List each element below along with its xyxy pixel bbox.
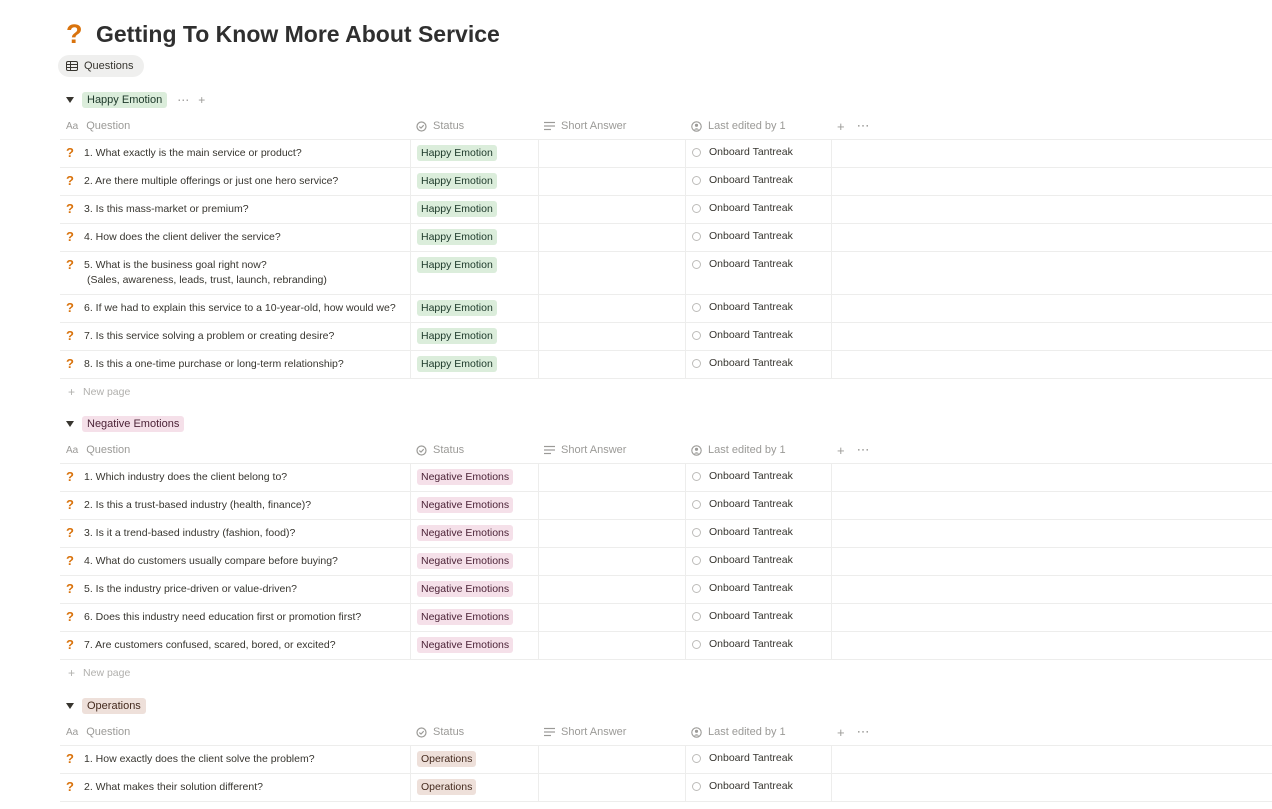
- status-cell[interactable]: [410, 351, 538, 378]
- avatar: [692, 528, 701, 537]
- status-cell[interactable]: [410, 252, 538, 294]
- question-cell[interactable]: [60, 252, 410, 294]
- short-answer-cell[interactable]: [538, 140, 685, 167]
- status-badge: Negative Emotions: [417, 497, 513, 513]
- column-header-actions: [831, 113, 891, 139]
- group-label[interactable]: Operations: [82, 698, 146, 714]
- column-header-status[interactable]: [410, 719, 538, 745]
- editor-name: Onboard Tantreak: [709, 610, 793, 622]
- avatar: [692, 176, 701, 185]
- question-text: [84, 752, 315, 767]
- avatar: [692, 782, 701, 791]
- table-row[interactable]: [60, 774, 1272, 802]
- status-cell[interactable]: [410, 323, 538, 350]
- column-header-short-answer[interactable]: [538, 719, 685, 745]
- status-cell[interactable]: [410, 774, 538, 801]
- column-label: Status: [433, 726, 465, 738]
- short-answer-cell[interactable]: [538, 520, 685, 547]
- column-header-short-answer[interactable]: [538, 113, 685, 139]
- editor: [692, 610, 793, 622]
- question-mark-icon: ?: [66, 356, 74, 371]
- question-line-2: (Sales, awareness, leads, trust, launch, rebranding): [87, 274, 327, 286]
- status-cell[interactable]: [410, 168, 538, 195]
- status-badge: Happy Emotion: [417, 173, 497, 189]
- avatar: [692, 148, 701, 157]
- table-row[interactable]: [60, 632, 1272, 660]
- page-title[interactable]: Getting To Know More About Service: [96, 20, 500, 47]
- question-line: 5. Is the industry price-driven or value-driven?: [84, 583, 298, 595]
- editor: [692, 258, 793, 270]
- table-row[interactable]: [60, 224, 1272, 252]
- person-icon: [691, 727, 702, 738]
- last-edited-cell[interactable]: [685, 604, 831, 631]
- last-edited-cell[interactable]: [685, 196, 831, 223]
- question-line: 6. Does this industry need education first or promotion first?: [84, 611, 362, 623]
- question-line: 2. What makes their solution different?: [84, 781, 263, 793]
- table-row[interactable]: [60, 604, 1272, 632]
- row-trailing-cell: [831, 295, 891, 322]
- question-mark-icon: ?: [66, 779, 74, 794]
- column-header-last-edited-by[interactable]: [685, 113, 831, 139]
- avatar: [692, 232, 701, 241]
- status-cell[interactable]: [410, 632, 538, 659]
- row-trailing-cell: [831, 196, 891, 223]
- question-line: 2. Is this a trust-based industry (health, finance)?: [84, 499, 312, 511]
- column-header-actions: [831, 719, 891, 745]
- row-trailing-cell: [831, 492, 891, 519]
- question-mark-icon: ?: [66, 609, 74, 624]
- column-header-actions: [831, 437, 891, 463]
- editor-name: Onboard Tantreak: [709, 752, 793, 764]
- row-trailing-cell: [831, 464, 891, 491]
- column-header-row: [60, 719, 1272, 746]
- editor-name: Onboard Tantreak: [709, 582, 793, 594]
- editor: [692, 638, 793, 650]
- question-cell[interactable]: [60, 295, 410, 322]
- new-page-label: New page: [83, 386, 131, 398]
- new-page-button[interactable]: [60, 660, 1272, 686]
- status-cell[interactable]: [410, 464, 538, 491]
- short-answer-cell[interactable]: [538, 548, 685, 575]
- table-row[interactable]: [60, 196, 1272, 224]
- text-property-icon: Aa: [66, 444, 79, 456]
- column-header-last-edited-by[interactable]: [685, 719, 831, 745]
- column-label: Question: [86, 444, 131, 456]
- column-label: Status: [433, 120, 465, 132]
- row-trailing-cell: [831, 774, 891, 801]
- table-row[interactable]: [60, 252, 1272, 295]
- question-text: [84, 582, 297, 597]
- row-trailing-cell: [831, 548, 891, 575]
- question-text: [84, 638, 336, 653]
- last-edited-cell[interactable]: [685, 323, 831, 350]
- column-header-question[interactable]: [60, 437, 410, 463]
- short-answer-cell[interactable]: [538, 576, 685, 603]
- status-badge: Happy Emotion: [417, 145, 497, 161]
- status-cell[interactable]: [410, 295, 538, 322]
- short-answer-cell[interactable]: [538, 604, 685, 631]
- column-label: Status: [433, 444, 465, 456]
- row-trailing-cell: [831, 168, 891, 195]
- status-badge: Operations: [417, 779, 476, 795]
- question-cell[interactable]: [60, 492, 410, 519]
- table-row[interactable]: [60, 323, 1272, 351]
- new-page-label: New page: [83, 667, 131, 679]
- column-label: Short Answer: [561, 444, 627, 456]
- question-text: [84, 329, 334, 344]
- add-property-icon[interactable]: +: [837, 118, 845, 134]
- row-trailing-cell: [831, 632, 891, 659]
- editor-name: Onboard Tantreak: [709, 526, 793, 538]
- question-text: [84, 357, 344, 372]
- row-trailing-cell: [831, 323, 891, 350]
- question-cell[interactable]: [60, 632, 410, 659]
- more-icon[interactable]: ⋯: [856, 118, 870, 133]
- short-answer-cell[interactable]: [538, 196, 685, 223]
- avatar: [692, 260, 701, 269]
- text-lines-icon: [544, 121, 555, 131]
- avatar: [692, 556, 701, 565]
- editor: [692, 554, 793, 566]
- column-label: Short Answer: [561, 726, 627, 738]
- column-header-row: [60, 437, 1272, 464]
- last-edited-cell[interactable]: [685, 576, 831, 603]
- add-icon[interactable]: +: [198, 93, 207, 107]
- row-trailing-cell: [831, 520, 891, 547]
- table-row[interactable]: [60, 746, 1272, 774]
- question-text: [84, 526, 295, 541]
- question-line: 1. Which industry does the client belong to?: [84, 471, 288, 483]
- question-mark-icon: ?: [66, 229, 74, 244]
- question-line: 1. What exactly is the main service or product?: [84, 147, 302, 159]
- last-edited-cell[interactable]: [685, 464, 831, 491]
- short-answer-cell[interactable]: [538, 224, 685, 251]
- avatar: [692, 331, 701, 340]
- editor: [692, 174, 793, 186]
- question-text: [84, 258, 327, 288]
- status-cell[interactable]: [410, 492, 538, 519]
- table-row[interactable]: [60, 576, 1272, 604]
- editor-name: Onboard Tantreak: [709, 258, 793, 270]
- status-badge: Negative Emotions: [417, 553, 513, 569]
- table-row[interactable]: [60, 548, 1272, 576]
- question-mark-icon: ?: [66, 525, 74, 540]
- status-icon: [416, 727, 427, 738]
- status-cell[interactable]: [410, 140, 538, 167]
- editor: [692, 202, 793, 214]
- question-cell[interactable]: [60, 548, 410, 575]
- group-section: [60, 87, 1272, 405]
- table-row[interactable]: [60, 295, 1272, 323]
- row-trailing-cell: [831, 140, 891, 167]
- question-line: 4. What do customers usually compare before buying?: [84, 555, 338, 567]
- group-label[interactable]: Happy Emotion: [82, 92, 167, 108]
- question-cell[interactable]: [60, 351, 410, 378]
- question-mark-icon: ?: [66, 751, 74, 766]
- question-text: [84, 780, 263, 795]
- status-badge: Negative Emotions: [417, 637, 513, 653]
- column-header-status[interactable]: [410, 437, 538, 463]
- caret-down-icon[interactable]: [66, 703, 74, 709]
- question-line: 3. Is it a trend-based industry (fashion, food)?: [84, 527, 296, 539]
- last-edited-cell[interactable]: [685, 548, 831, 575]
- question-cell[interactable]: [60, 196, 410, 223]
- new-page-button[interactable]: [60, 379, 1272, 405]
- last-edited-cell[interactable]: [685, 492, 831, 519]
- question-cell[interactable]: [60, 520, 410, 547]
- question-mark-icon: ?: [66, 328, 74, 343]
- question-text: [84, 202, 249, 217]
- column-header-question[interactable]: [60, 113, 410, 139]
- short-answer-cell[interactable]: [538, 168, 685, 195]
- short-answer-cell[interactable]: [538, 295, 685, 322]
- text-property-icon: Aa: [66, 120, 79, 132]
- question-cell[interactable]: [60, 140, 410, 167]
- column-label: Last edited by 1: [708, 444, 786, 456]
- status-cell[interactable]: [410, 746, 538, 773]
- editor-name: Onboard Tantreak: [709, 780, 793, 792]
- question-cell[interactable]: [60, 576, 410, 603]
- last-edited-cell[interactable]: [685, 168, 831, 195]
- add-property-icon[interactable]: +: [837, 442, 845, 458]
- last-edited-cell[interactable]: [685, 140, 831, 167]
- view-tab-label: Questions: [84, 60, 134, 72]
- editor: [692, 526, 793, 538]
- question-mark-icon[interactable]: ?: [66, 18, 83, 49]
- question-mark-icon: ?: [66, 201, 74, 216]
- column-header-status[interactable]: [410, 113, 538, 139]
- row-trailing-cell: [831, 224, 891, 251]
- last-edited-cell[interactable]: [685, 224, 831, 251]
- question-text: [84, 554, 338, 569]
- question-cell[interactable]: [60, 464, 410, 491]
- question-line: 4. How does the client deliver the service?: [84, 231, 281, 243]
- status-badge: Happy Emotion: [417, 201, 497, 217]
- editor: [692, 357, 793, 369]
- question-text: [84, 174, 338, 189]
- avatar: [692, 303, 701, 312]
- status-badge: Negative Emotions: [417, 581, 513, 597]
- short-answer-cell[interactable]: [538, 774, 685, 801]
- status-badge: Happy Emotion: [417, 328, 497, 344]
- question-cell[interactable]: [60, 746, 410, 773]
- text-property-icon: Aa: [66, 726, 79, 738]
- status-cell[interactable]: [410, 196, 538, 223]
- avatar: [692, 204, 701, 213]
- status-badge: Negative Emotions: [417, 525, 513, 541]
- status-badge: Operations: [417, 751, 476, 767]
- column-label: Last edited by 1: [708, 726, 786, 738]
- question-mark-icon: ?: [66, 300, 74, 315]
- status-cell[interactable]: [410, 548, 538, 575]
- question-mark-icon: ?: [66, 497, 74, 512]
- question-line: 3. Is this mass-market or premium?: [84, 203, 249, 215]
- last-edited-cell[interactable]: [685, 746, 831, 773]
- person-icon: [691, 445, 702, 456]
- last-edited-cell[interactable]: [685, 351, 831, 378]
- short-answer-cell[interactable]: [538, 492, 685, 519]
- question-mark-icon: ?: [66, 145, 74, 160]
- last-edited-cell[interactable]: [685, 295, 831, 322]
- table-row[interactable]: [60, 492, 1272, 520]
- status-badge: Happy Emotion: [417, 300, 497, 316]
- table-row[interactable]: [60, 168, 1272, 196]
- question-mark-icon: ?: [66, 173, 74, 188]
- question-mark-icon: ?: [66, 581, 74, 596]
- row-trailing-cell: [831, 351, 891, 378]
- editor: [692, 230, 793, 242]
- editor-name: Onboard Tantreak: [709, 301, 793, 313]
- editor-name: Onboard Tantreak: [709, 146, 793, 158]
- editor: [692, 752, 793, 764]
- view-tab-questions[interactable]: [58, 55, 144, 77]
- avatar: [692, 359, 701, 368]
- group-actions: [177, 93, 214, 107]
- editor: [692, 146, 793, 158]
- question-mark-icon: ?: [66, 257, 74, 272]
- avatar: [692, 640, 701, 649]
- question-cell[interactable]: [60, 224, 410, 251]
- row-trailing-cell: [831, 746, 891, 773]
- status-badge: Happy Emotion: [417, 356, 497, 372]
- status-badge: Happy Emotion: [417, 229, 497, 245]
- caret-down-icon[interactable]: [66, 97, 74, 103]
- status-icon: [416, 445, 427, 456]
- column-label: Question: [86, 120, 131, 132]
- plus-icon: +: [68, 666, 76, 680]
- group-section: [60, 693, 1272, 802]
- short-answer-cell[interactable]: [538, 351, 685, 378]
- avatar: [692, 754, 701, 763]
- column-label: Short Answer: [561, 120, 627, 132]
- page-title-row: [66, 17, 500, 51]
- editor-name: Onboard Tantreak: [709, 329, 793, 341]
- column-header-short-answer[interactable]: [538, 437, 685, 463]
- group-header: [60, 87, 1272, 113]
- question-line: 7. Are customers confused, scared, bored, or excited?: [84, 639, 336, 651]
- editor-name: Onboard Tantreak: [709, 174, 793, 186]
- short-answer-cell[interactable]: [538, 632, 685, 659]
- column-label: Last edited by 1: [708, 120, 786, 132]
- group-section: [60, 411, 1272, 686]
- caret-down-icon[interactable]: [66, 421, 74, 427]
- table-row[interactable]: [60, 351, 1272, 379]
- short-answer-cell[interactable]: [538, 464, 685, 491]
- row-trailing-cell: [831, 252, 891, 294]
- editor: [692, 301, 793, 313]
- status-cell[interactable]: [410, 576, 538, 603]
- editor: [692, 329, 793, 341]
- question-line: 8. Is this a one-time purchase or long-term relationship?: [84, 358, 344, 370]
- question-cell[interactable]: [60, 774, 410, 801]
- question-text: [84, 301, 396, 316]
- status-badge: Happy Emotion: [417, 257, 497, 273]
- last-edited-cell[interactable]: [685, 774, 831, 801]
- question-text: [84, 470, 287, 485]
- editor: [692, 498, 793, 510]
- editor-name: Onboard Tantreak: [709, 554, 793, 566]
- question-line: 6. If we had to explain this service to a 10-year-old, how would we?: [84, 302, 396, 314]
- text-lines-icon: [544, 445, 555, 455]
- question-cell[interactable]: [60, 604, 410, 631]
- group-label[interactable]: Negative Emotions: [82, 416, 184, 432]
- question-line: 2. Are there multiple offerings or just one hero service?: [84, 175, 339, 187]
- status-badge: Negative Emotions: [417, 469, 513, 485]
- question-text: [84, 230, 281, 245]
- short-answer-cell[interactable]: [538, 746, 685, 773]
- more-icon[interactable]: ⋯: [177, 93, 191, 107]
- question-line: 5. What is the business goal right now?: [84, 259, 267, 271]
- last-edited-cell[interactable]: [685, 632, 831, 659]
- status-cell[interactable]: [410, 224, 538, 251]
- table-icon: [66, 61, 78, 71]
- editor-name: Onboard Tantreak: [709, 202, 793, 214]
- row-trailing-cell: [831, 576, 891, 603]
- avatar: [692, 584, 701, 593]
- status-cell[interactable]: [410, 520, 538, 547]
- person-icon: [691, 121, 702, 132]
- question-cell[interactable]: [60, 323, 410, 350]
- avatar: [692, 612, 701, 621]
- question-line: 1. How exactly does the client solve the problem?: [84, 753, 315, 765]
- last-edited-cell[interactable]: [685, 252, 831, 294]
- editor-name: Onboard Tantreak: [709, 470, 793, 482]
- more-icon[interactable]: ⋯: [856, 442, 870, 457]
- short-answer-cell[interactable]: [538, 252, 685, 294]
- avatar: [692, 472, 701, 481]
- question-mark-icon: ?: [66, 553, 74, 568]
- table-row[interactable]: [60, 520, 1272, 548]
- question-text: [84, 610, 361, 625]
- row-trailing-cell: [831, 604, 891, 631]
- status-badge: Negative Emotions: [417, 609, 513, 625]
- editor-name: Onboard Tantreak: [709, 357, 793, 369]
- column-header-last-edited-by[interactable]: [685, 437, 831, 463]
- status-icon: [416, 121, 427, 132]
- avatar: [692, 500, 701, 509]
- editor-name: Onboard Tantreak: [709, 638, 793, 650]
- table-row[interactable]: [60, 140, 1272, 168]
- short-answer-cell[interactable]: [538, 323, 685, 350]
- text-lines-icon: [544, 727, 555, 737]
- column-header-row: [60, 113, 1272, 140]
- editor: [692, 470, 793, 482]
- group-header: [60, 693, 1272, 719]
- question-cell[interactable]: [60, 168, 410, 195]
- editor-name: Onboard Tantreak: [709, 230, 793, 242]
- status-cell[interactable]: [410, 604, 538, 631]
- column-header-question[interactable]: [60, 719, 410, 745]
- add-property-icon[interactable]: +: [837, 724, 845, 740]
- editor: [692, 780, 793, 792]
- question-mark-icon: ?: [66, 637, 74, 652]
- last-edited-cell[interactable]: [685, 520, 831, 547]
- plus-icon: +: [68, 385, 76, 399]
- more-icon[interactable]: ⋯: [856, 724, 870, 739]
- question-mark-icon: ?: [66, 469, 74, 484]
- editor: [692, 582, 793, 594]
- editor-name: Onboard Tantreak: [709, 498, 793, 510]
- column-label: Question: [86, 726, 131, 738]
- question-text: [84, 146, 302, 161]
- table-row[interactable]: [60, 464, 1272, 492]
- question-line: 7. Is this service solving a problem or creating desire?: [84, 330, 335, 342]
- question-text: [84, 498, 311, 513]
- group-header: [60, 411, 1272, 437]
